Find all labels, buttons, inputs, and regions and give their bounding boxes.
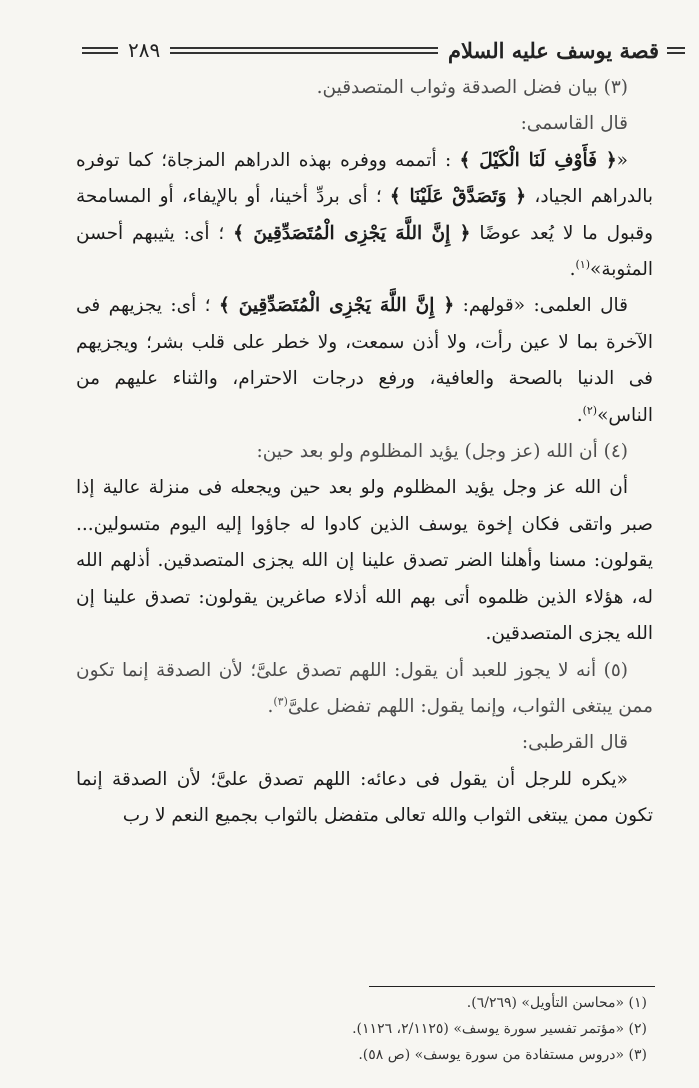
section-heading-4: (٤) أن الله (عز وجل) يؤيد المظلوم ولو بعد حين: xyxy=(256,441,628,463)
text-run: قال العلمى: «قولهم: xyxy=(454,295,628,317)
quran-verse: ﴿ وَتَصَدَّقْ عَلَيْنَا ﴾ xyxy=(389,186,527,208)
text-run: . xyxy=(569,259,576,281)
text-run: ؛ أى بردِّ أخينا، أو بالإيفاء، أو المسامحة وقبول ما لا يُعد عوضًا xyxy=(76,186,653,244)
header-rule-long xyxy=(170,47,438,54)
text-run: : أتممه ووفره بهذه الدراهم المزجاة؛ كما توفره بالدراهم الجياد، xyxy=(76,149,653,208)
footnote-2: (٢) «مؤتمر تفسير سورة يوسف» (٢/١١٢٥، ١١٢٦). xyxy=(352,1021,647,1037)
footnote-ref-1: (١) xyxy=(575,257,590,271)
main-text xyxy=(76,70,653,835)
footnote-1: (١) «محاسن التأويل» (٦/٢٦٩). xyxy=(466,995,647,1011)
paragraph-qurtubi: «يكره للرجل أن يقول فى دعائه: اللهم تصدق علىَّ؛ لأن الصدقة إنما تكون ممن يبتغى الثواب والله تعالى متفضل بالثواب بجميع النعم لا رب xyxy=(76,768,653,827)
quran-verse: ﴿ إِنَّ اللَّهَ يَجْزِى الْمُتَصَدِّقِينَ ﴾ xyxy=(233,222,471,244)
section-heading-3: (٣) بيان فضل الصدقة وثواب المتصدقين. xyxy=(316,77,628,98)
footnote-3: (٣) «دروس مستفادة من سورة يوسف» (ص ٥٨). xyxy=(358,1047,647,1063)
quran-verse: ﴿ إِنَّ اللَّهَ يَجْزِى الْمُتَصَدِّقِينَ ﴾ xyxy=(218,295,455,317)
text-run: ؛ أى: يثيبهم أحسن المثوبة» xyxy=(76,222,653,281)
text-run: . xyxy=(576,404,583,426)
paragraph-qasimi xyxy=(76,143,653,289)
text-run: « xyxy=(616,149,628,171)
paragraph-alami xyxy=(76,288,653,434)
footnote-separator xyxy=(369,986,655,987)
page-header xyxy=(72,32,685,68)
page-number: ٢٨٩ xyxy=(128,38,161,62)
header-rule-short xyxy=(82,47,118,54)
running-title: قصة يوسف عليه السلام xyxy=(447,37,659,63)
paragraph-4: أن الله عز وجل يؤيد المظلوم ولو بعد حين ويجعله فى منزلة عالية إذا صبر واتقى فكان إخوة يوسف الذين كادوا له جاؤوا إليه اليوم متسولين... يقولون: مسنا وأهلنا الضر تصدق علينا إن الله يجزى المتصدقين. أذلهم الله له، هؤلاء الذين ظلموه أتى بهم الله أذلاء صاغرين يقولون: تصدق علينا إن الله يجزى المتصدقين. xyxy=(76,477,653,645)
footnote-ref-3: (٣) xyxy=(273,694,288,708)
footnotes xyxy=(76,990,653,1068)
header-rule-right xyxy=(667,47,685,54)
citation-heading-qurtubi: قال القرطبى: xyxy=(521,732,628,754)
section-heading-5 xyxy=(76,653,653,726)
text-run: ؛ أى: يجزيهم فى الآخرة بما لا عين رأت، ولا أذن سمعت، ولا خطر على قلب بشر؛ ويجزيهم فى الدنيا بالصحة والعافية، ورفع درجات الاحترام، والثناء عليهم من الناس» xyxy=(76,295,653,426)
text-run: . xyxy=(267,695,274,717)
footnote-ref-2: (٢) xyxy=(582,403,598,417)
text-run: (٥) أنه لا يجوز للعبد أن يقول: اللهم تصدق علىَّ؛ لأن الصدقة إنما تكون ممن يبتغى الثواب، وإنما يقول: اللهم تفضل علىَّ xyxy=(76,659,653,717)
quran-verse: ﴿ فَأَوْفِ لَنَا الْكَيْلَ ﴾ xyxy=(459,149,617,171)
citation-heading-qasimi: قال القاسمى: xyxy=(520,113,628,135)
